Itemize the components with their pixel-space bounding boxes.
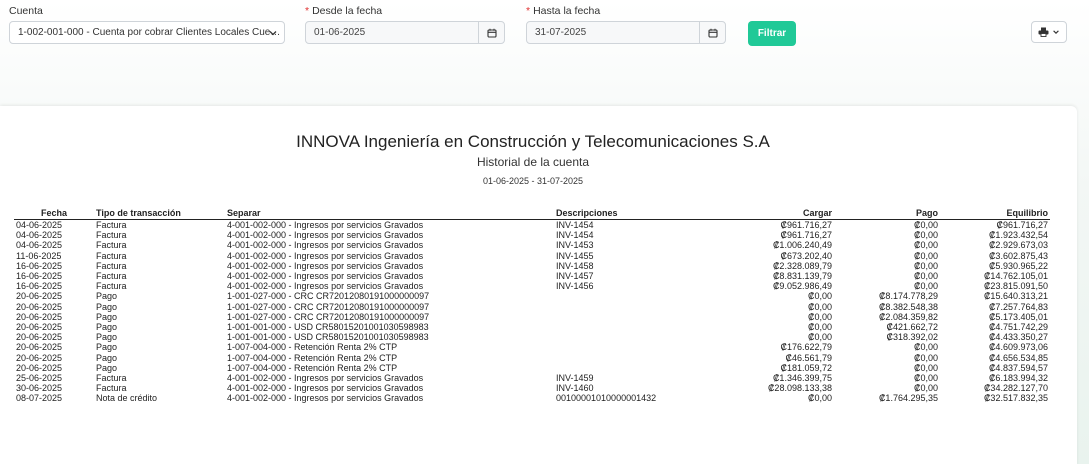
table-row (14, 251, 1050, 261)
cell-description (554, 342, 694, 352)
cell-type: Factura (96, 220, 127, 230)
cell-date: 20-06-2025 (16, 322, 63, 333)
cell-type: Pago (96, 362, 118, 373)
cell-type: Factura (96, 250, 127, 261)
cell-account: 4-001-002-000 - Ingresos por servicios Gravados (227, 230, 424, 241)
cell-description: INV-1459 (556, 373, 594, 384)
cell-charge: ₡0,00 (807, 393, 832, 404)
cell-account: 4-001-002-000 - Ingresos por servicios Gravados (227, 250, 424, 261)
from-date-label: * Desde la fecha (305, 5, 383, 17)
cell-date: 20-06-2025 (16, 291, 63, 302)
cell-payment: ₡0,00 (913, 271, 938, 282)
cell-description (554, 353, 694, 363)
cell-charge: ₡176.622,79 (780, 342, 832, 353)
cell-charge: ₡1.346.399,75 (772, 373, 832, 384)
cell-charge: ₡0,00 (807, 301, 832, 312)
cell-charge: ₡961.716,27 (780, 230, 832, 241)
col-header-account: Separar (225, 208, 554, 220)
printer-icon (1038, 27, 1049, 37)
cell-account: 1-001-027-000 - CRC CR72012080191000000097 (227, 301, 430, 312)
cell-type: Pago (96, 322, 118, 333)
cell-charge: ₡8.831.139,79 (772, 271, 832, 282)
cell-balance: ₡15.640.313,21 (983, 291, 1048, 302)
cell-type: Pago (96, 352, 118, 363)
table-row (14, 240, 1050, 250)
table-row (14, 373, 1050, 383)
cell-balance: ₡4.656.534,85 (988, 352, 1048, 363)
table-row (14, 332, 1050, 342)
table-row (14, 230, 1050, 240)
table-row (14, 302, 1050, 312)
cell-description (554, 302, 694, 312)
cell-account: 1-001-001-000 - USD CR58015201001030598983 (227, 332, 429, 343)
table-row (14, 220, 1050, 231)
col-header-payment: Pago (834, 208, 940, 220)
to-date-value: 31-07-2025 (535, 27, 587, 38)
table-row (14, 363, 1050, 373)
account-label: Cuenta (9, 5, 43, 17)
cell-date: 20-06-2025 (16, 332, 63, 343)
cell-balance: ₡2.929.673,03 (988, 240, 1048, 251)
cell-charge: ₡673.202,40 (780, 250, 832, 261)
cell-charge: ₡9.052.986,49 (772, 281, 832, 292)
cell-description (554, 312, 694, 322)
cell-type: Factura (96, 271, 127, 282)
cell-balance: ₡4.433.350,27 (988, 332, 1048, 343)
table-row (14, 261, 1050, 271)
cell-account: 1-007-004-000 - Retención Renta 2% CTP (227, 342, 398, 353)
cell-date: 16-06-2025 (16, 281, 63, 292)
cell-payment: ₡0,00 (913, 220, 938, 230)
cell-balance: ₡4.751.742,29 (988, 322, 1048, 333)
print-button[interactable] (1031, 21, 1067, 43)
cell-type: Factura (96, 281, 127, 292)
cell-balance: ₡961.716,27 (996, 220, 1048, 230)
cell-description: INV-1457 (556, 271, 594, 282)
cell-balance: ₡1.923.432,54 (988, 230, 1048, 241)
cell-charge: ₡1.006.240,49 (772, 240, 832, 251)
from-date-input[interactable] (305, 21, 505, 44)
required-mark: * (305, 5, 310, 17)
cell-account: 1-001-001-000 - USD CR58015201001030598983 (227, 322, 429, 333)
cell-payment: ₡0,00 (913, 230, 938, 241)
cell-date: 04-06-2025 (16, 220, 63, 230)
cell-date: 16-06-2025 (16, 271, 63, 282)
cell-balance: ₡7.257.764,83 (988, 301, 1048, 312)
cell-account: 4-001-002-000 - Ingresos por servicios Gravados (227, 271, 424, 282)
cell-payment: ₡0,00 (913, 240, 938, 251)
to-date-calendar-button[interactable] (699, 22, 725, 43)
cell-date: 04-06-2025 (16, 230, 63, 241)
cell-payment: ₡318.392,02 (886, 332, 938, 343)
cell-balance: ₡14.762.105,01 (983, 271, 1048, 282)
cell-payment: ₡0,00 (913, 260, 938, 271)
cell-description: INV-1454 (556, 230, 594, 241)
cell-account: 1-001-027-000 - CRC CR72012080191000000097 (227, 291, 430, 302)
cell-description (554, 322, 694, 332)
table-row (14, 291, 1050, 301)
cell-account: 1-007-004-000 - Retención Renta 2% CTP (227, 362, 398, 373)
cell-charge: ₡2.328.089,79 (772, 260, 832, 271)
chevron-down-icon (1052, 28, 1060, 36)
cell-charge: ₡28.098.133,38 (767, 383, 832, 394)
from-date-calendar-button[interactable] (478, 22, 504, 43)
cell-type: Pago (96, 311, 118, 322)
chevron-down-icon (268, 28, 278, 38)
cell-balance: ₡34.282.127,70 (983, 383, 1048, 394)
cell-charge: ₡0,00 (807, 332, 832, 343)
table-row (14, 383, 1050, 393)
cell-account: 4-001-002-000 - Ingresos por servicios Gravados (227, 240, 424, 251)
cell-charge: ₡0,00 (807, 311, 832, 322)
cell-type: Pago (96, 332, 118, 343)
cell-account: 1-007-004-000 - Retención Renta 2% CTP (227, 352, 398, 363)
cell-payment: ₡421.662,72 (886, 322, 938, 333)
table-row (14, 281, 1050, 291)
cell-balance: ₡32.517.832,35 (983, 393, 1048, 404)
cell-balance: ₡3.602.875,43 (988, 250, 1048, 261)
col-header-balance: Equilibrio (940, 208, 1050, 220)
table-row (14, 393, 1050, 403)
cell-date: 20-06-2025 (16, 301, 63, 312)
cell-date: 11-06-2025 (16, 250, 62, 261)
cell-type: Factura (96, 383, 127, 394)
cell-payment: ₡1.764.295,35 (878, 393, 938, 404)
cell-balance: ₡5.930.965,22 (988, 260, 1048, 271)
cell-payment: ₡0,00 (913, 342, 938, 353)
cell-balance: ₡4.837.594,57 (988, 362, 1048, 373)
cell-description (554, 291, 694, 301)
cell-description: INV-1460 (556, 383, 594, 394)
calendar-icon (487, 28, 497, 38)
cell-type: Factura (96, 260, 127, 271)
calendar-icon (708, 28, 718, 38)
account-select[interactable] (9, 21, 285, 44)
cell-account: 4-001-002-000 - Ingresos por servicios Gravados (227, 220, 424, 230)
cell-charge: ₡0,00 (807, 322, 832, 333)
cell-balance: ₡4.609.973,06 (988, 342, 1048, 353)
cell-type: Factura (96, 240, 127, 251)
cell-charge: ₡0,00 (807, 291, 832, 302)
cell-balance: ₡23.815.091,50 (983, 281, 1048, 292)
cell-description (554, 332, 694, 342)
cell-payment: ₡0,00 (913, 373, 938, 384)
cell-balance: ₡5.173.405,01 (988, 311, 1048, 322)
cell-charge: ₡181.059,72 (780, 362, 832, 373)
col-header-date: Fecha (14, 208, 94, 220)
cell-type: Factura (96, 230, 127, 241)
cell-account: 4-001-002-000 - Ingresos por servicios Gravados (227, 281, 424, 292)
cell-description (554, 363, 694, 373)
report-date-range: 01-06-2025 - 31-07-2025 (482, 176, 584, 186)
from-date-value: 01-06-2025 (314, 27, 366, 38)
account-select-value: 1-002-001-000 - Cuenta por cobrar Clientes Locales Cue… (18, 27, 281, 38)
filter-button[interactable]: Filtrar (748, 21, 796, 46)
cell-payment: ₡0,00 (913, 352, 938, 363)
cell-account: 4-001-002-000 - Ingresos por servicios Gravados (227, 383, 424, 394)
cell-date: 08-07-2025 (16, 393, 63, 404)
cell-description: 00100001010000001432 (556, 393, 657, 404)
to-date-label: * Hasta la fecha (526, 5, 601, 17)
table-row (14, 271, 1050, 281)
cell-charge: ₡46.561,79 (785, 352, 832, 363)
col-header-type: Tipo de transacción (94, 208, 225, 220)
col-header-charge: Cargar (694, 208, 834, 220)
table-row (14, 312, 1050, 322)
cell-date: 04-06-2025 (16, 240, 63, 251)
cell-account: 1-001-027-000 - CRC CR72012080191000000097 (227, 311, 430, 322)
cell-type: Pago (96, 301, 118, 312)
report-company: INNOVA Ingeniería en Construcción y Telecomunicaciones S.A (296, 132, 770, 151)
cell-payment: ₡8.382.548,38 (878, 301, 938, 312)
cell-account: 4-001-002-000 - Ingresos por servicios Gravados (227, 393, 424, 404)
table-row (14, 353, 1050, 363)
to-date-input[interactable] (526, 21, 726, 44)
cell-balance: ₡6.183.994,32 (988, 373, 1048, 384)
report-subtitle: Historial de la cuenta (476, 155, 590, 169)
cell-payment: ₡8.174.778,29 (878, 291, 938, 302)
cell-payment: ₡0,00 (913, 383, 938, 394)
cell-date: 20-06-2025 (16, 342, 63, 353)
cell-description: INV-1455 (556, 250, 594, 261)
cell-type: Pago (96, 291, 118, 302)
cell-charge: ₡961.716,27 (780, 220, 832, 230)
cell-payment: ₡2.084.359,82 (878, 311, 938, 322)
table-header-row (14, 208, 1050, 220)
cell-description: INV-1456 (556, 281, 594, 292)
cell-account: 4-001-002-000 - Ingresos por servicios Gravados (227, 260, 424, 271)
col-header-description: Descripciones (554, 208, 694, 220)
cell-type: Pago (96, 342, 118, 353)
cell-description: INV-1454 (556, 220, 594, 230)
cell-description: INV-1453 (556, 240, 594, 251)
account-history-table (14, 208, 1050, 404)
cell-date: 20-06-2025 (16, 352, 63, 363)
cell-date: 30-06-2025 (16, 383, 63, 394)
cell-payment: ₡0,00 (913, 362, 938, 373)
cell-description: INV-1458 (556, 260, 594, 271)
table-row (14, 322, 1050, 332)
cell-date: 25-06-2025 (16, 373, 63, 384)
filter-bar (0, 0, 1089, 70)
table-row (14, 342, 1050, 352)
cell-date: 20-06-2025 (16, 362, 63, 373)
cell-type: Nota de crédito (96, 393, 158, 404)
cell-payment: ₡0,00 (913, 250, 938, 261)
required-mark: * (526, 5, 531, 17)
cell-date: 20-06-2025 (16, 311, 63, 322)
cell-type: Factura (96, 373, 127, 384)
cell-date: 16-06-2025 (16, 260, 63, 271)
cell-payment: ₡0,00 (913, 281, 938, 292)
report-panel (0, 106, 1077, 464)
cell-account: 4-001-002-000 - Ingresos por servicios Gravados (227, 373, 424, 384)
